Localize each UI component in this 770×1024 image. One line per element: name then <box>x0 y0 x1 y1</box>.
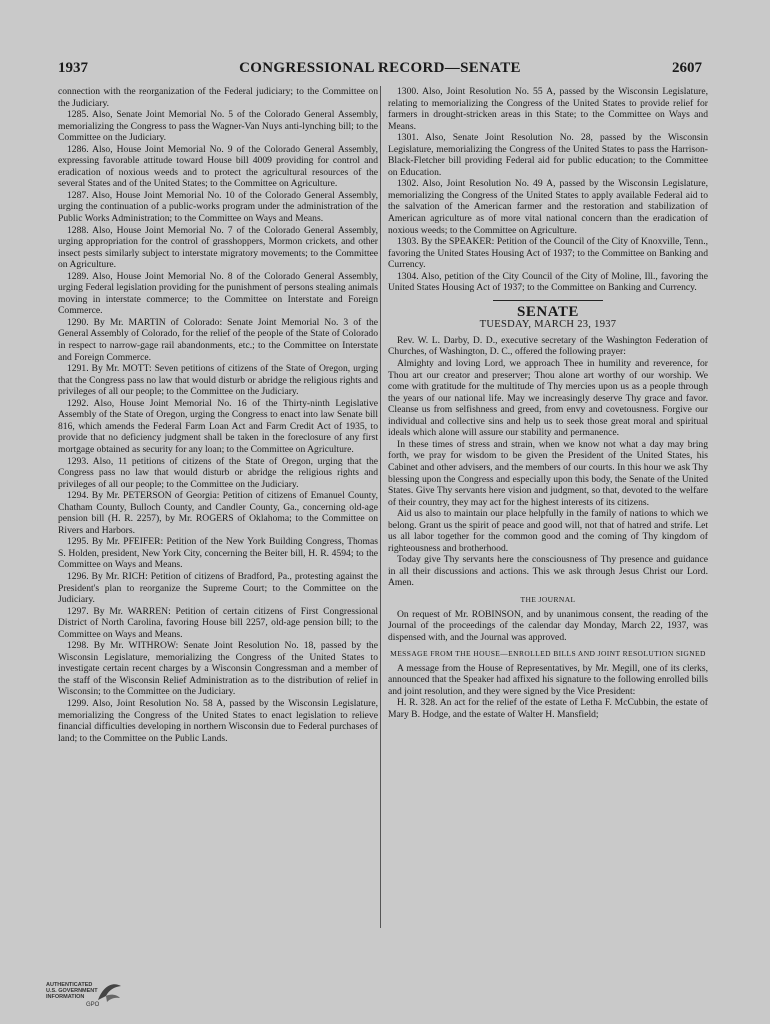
paragraph: 1301. Also, Senate Joint Resolution No. 28, passed by the Wisconsin Legislature, memorializing the Congress of the United States to pass the Harrison-Black-Fletcher bill providing Federal aid for public education; to the Committee on Education. <box>388 132 708 178</box>
page-number: 2607 <box>672 60 702 76</box>
page-title: CONGRESSIONAL RECORD—SENATE <box>239 60 521 76</box>
left-column <box>58 86 378 744</box>
page-header <box>58 60 702 82</box>
paragraph: 1294. By Mr. PETERSON of Georgia: Petition of citizens of Emanuel County, Chatham County, Bulloch County, and Candler County, Ga., concerning old-age pension bill (H. R. 2257), by Mr. ROGERS of Oklahoma; to the Committee on Rivers and Harbors. <box>58 490 378 536</box>
paragraph: 1302. Also, Joint Resolution No. 49 A, passed by the Wisconsin Legislature, memorializing the Congress of the United States to apply available Federal aid to the salvation of the American farmer and the restoration and stabilization of American agriculture as of more vital national concern than the eradication of noxious weeds; to the Committee on Agriculture. <box>388 178 708 236</box>
paragraph: 1304. Also, petition of the City Council of the City of Moline, Ill., favoring the United States Housing Act of 1937; to the Committee on Banking and Currency. <box>388 270 708 294</box>
paragraph: 1288. Also, House Joint Memorial No. 7 of the Colorado General Assembly, urging appropriation for the control of grasshoppers, Mormon crickets, and other insect pests similarly subject to interstate migratory movements; to the Committee on Agriculture. <box>58 224 378 271</box>
paragraph: 1297. By Mr. WARREN: Petition of certain citizens of First Congressional District of North Carolina, favoring House bill 2257, old-age pension bill; to the Committee on Ways and Means. <box>58 605 378 640</box>
paragraph: 1286. Also, House Joint Memorial No. 9 of the Colorado General Assembly, expressing favorable attitude toward House bill 4009 providing for control and eradication of noxious weeds and to protect the agricultural resources of the several States and of the United States; to the Committee on Agriculture. <box>58 143 378 190</box>
prayer-paragraph: Aid us also to maintain our place helpfully in the family of nations to which we belong. Grant us the spirit of peace and good will, not that of hatred and strife. Let us all labor together for the common good and the coming of Thy kingdom of righteousness and brotherhood. <box>388 508 708 554</box>
paragraph: 1291. By Mr. MOTT: Seven petitions of citizens of the State of Oregon, urging that the Congress pass no law that would disturb or abridge the religious rights and privileges of all our people; to the Committee on the Judiciary. <box>58 363 378 398</box>
right-column <box>388 86 708 720</box>
paragraph: On request of Mr. ROBINSON, and by unanimous consent, the reading of the Journal of the proceedings of the calendar day Monday, March 22, 1937, was dispensed with, and the Journal was approved. <box>388 608 708 643</box>
prayer-paragraph: In these times of stress and strain, when we know not what a day may bring forth, we pray for wisdom to be given the President of the United States, his Cabinet and other advisers, and the members of our courts. In this hour we ask Thy blessing upon the Congress and especially upon this body, the Senate of the United States. Give Thy servants here vision and judgment, so that, devoted to the welfare of their country, they may act for the highest interests of its citizens. <box>388 438 708 508</box>
message-heading: MESSAGE FROM THE HOUSE—ENROLLED BILLS AND JOINT RESOLUTION SIGNED <box>390 649 706 659</box>
column-divider <box>380 86 381 928</box>
paragraph: 1295. By Mr. PFEIFER: Petition of the New York Building Congress, Thomas S. Holden, president, New York City, concerning the Beiter bill, H. R. 4594; to the Committee on Ways and Means. <box>58 536 378 571</box>
gpo-logo-text <box>46 982 98 1001</box>
paragraph: Rev. W. L. Darby, D. D., executive secretary of the Washington Federation of Churches, of Washington, D. C., offered the following prayer: <box>388 334 708 358</box>
prayer-paragraph: Almighty and loving Lord, we approach Thee in humility and reverence, for Thou art our creator and preserver; Thou alone art worthy of our worship. We come with gratitude for the multitude of Thy mercies upon us as a people through the years of our national life. May we increasingly deserve Thy grace and favor. Cleanse us from selfishness and greed, from envy and covetousness. Forgive our individual and collective sins and help us to seek those great moral and spiritual ideals which alone will assure our stability and permanence. <box>388 358 708 439</box>
gpo-authenticated-logo <box>46 980 136 1016</box>
paragraph: 1300. Also, Joint Resolution No. 55 A, passed by the Wisconsin Legislature, relating to memorializing the Congress of the United States to provide relief for farmers in drought-stricken areas in this State; to the Committee on Ways and Means. <box>388 86 708 132</box>
section-title: SENATE <box>517 303 579 320</box>
paragraph: 1285. Also, Senate Joint Memorial No. 5 of the Colorado General Assembly, memorializing the Congress to pass the Wagner-Van Nuys anti-lynching bill; to the Committee on the Judiciary. <box>58 109 378 144</box>
paragraph: A message from the House of Representatives, by Mr. Megill, one of its clerks, announced that the Speaker had affixed his signature to the following enrolled bills and joint resolution, and they were signed by the Vice President: <box>388 662 708 697</box>
paragraph: H. R. 328. An act for the relief of the estate of Letha F. McCubbin, the estate of Mary B. Hodge, and the estate of Walter H. Mansfield; <box>388 697 708 720</box>
prayer-paragraph: Today give Thy servants here the consciousness of Thy presence and guidance in all their discussions and actions. This we ask through Jesus Christ our Lord. Amen. <box>388 554 708 589</box>
paragraph: 1296. By Mr. RICH: Petition of citizens of Bradford, Pa., protesting against the President's plan to reorganize the Supreme Court; to the Committee on the Judiciary. <box>58 570 378 606</box>
paragraph: 1287. Also, House Joint Memorial No. 10 of the Colorado General Assembly, urging the continuation of a public-works program under the administration of the Public Works Administration; to the Committee on Ways and Means. <box>58 189 378 225</box>
paragraph: 1299. Also, Joint Resolution No. 58 A, passed by the Wisconsin Legislature, memorializing the Congress of the United States to enact legislation to relieve financial difficulties developing in northern Wisconsin due to Federal purchases of land; to the Committee on the Public Lands. <box>58 697 378 744</box>
gpo-line: AUTHENTICATED <box>46 982 93 988</box>
gpo-line: U.S. GOVERNMENT <box>46 988 98 995</box>
journal-heading: THE JOURNAL <box>520 594 576 604</box>
paragraph: 1290. By Mr. MARTIN of Colorado: Senate Joint Memorial No. 3 of the General Assembly of Colorado, for the relief of the people of the State of Colorado in respect to narrow-gage rail abandonments, etc.; to the Committee on Interstate and Foreign Commerce. <box>58 316 378 363</box>
paragraph: 1289. Also, House Joint Memorial No. 8 of the Colorado General Assembly, urging Federal legislation providing for the punishment of persons stealing animals moving in interstate commerce; to the Committee on Interstate and Foreign Commerce. <box>58 270 378 317</box>
paragraph: 1293. Also, 11 petitions of citizens of the State of Oregon, urging that the Congress pass no law that would disturb or abridge the religious rights and privileges of all our people; to the Committee on the Judiciary. <box>58 455 378 490</box>
paragraph: 1292. Also, House Joint Memorial No. 16 of the Thirty-ninth Legislative Assembly of the State of Oregon, urging the Congress to enact into law Senate bill 816, which amends the Federal Farm Loan Act and Farm Credit Act of 1935, to provide that no deficiency judgment shall be taken in the foreclosure of any first mortgage obtained as security for any loan; to the Committee on Agriculture. <box>58 397 378 455</box>
paragraph: 1298. By Mr. WITHROW: Senate Joint Resolution No. 18, passed by the Wisconsin Legislature, memorializing the Congress of the United States to investigate certain recent charges by a Wisconsin Congressman and a member of the staff of the Wisconsin Relief Administration as to the distribution of relief in Wisconsin; to the Committee on the Judiciary. <box>58 640 378 698</box>
section-date: TUESDAY, MARCH 23, 1937 <box>479 319 617 331</box>
section-separator <box>493 300 603 301</box>
paragraph: 1303. By the SPEAKER: Petition of the Council of the City of Knoxville, Tenn., favoring the United States Housing Act of 1937; to the Committee on Banking and Currency. <box>388 236 708 271</box>
gpo-line: INFORMATION <box>46 994 85 1001</box>
page-year: 1937 <box>58 60 88 76</box>
paragraph: connection with the reorganization of the Federal judiciary; to the Committee on the Judiciary. <box>58 86 378 109</box>
gpo-label: GPO <box>86 1002 100 1008</box>
